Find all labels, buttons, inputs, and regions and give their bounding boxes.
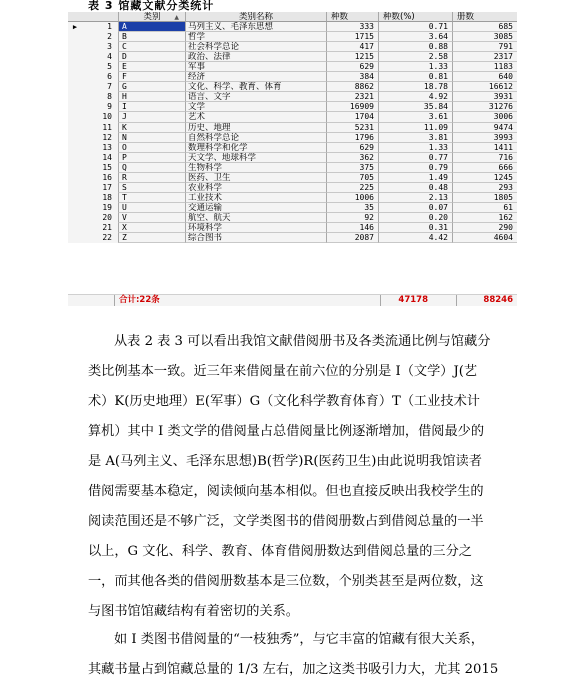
row-number-cell[interactable]: 8: [107, 92, 112, 102]
table-row[interactable]: [68, 203, 517, 213]
code-cell[interactable]: G: [118, 82, 186, 92]
code-cell[interactable]: O: [118, 143, 186, 153]
row-number-cell[interactable]: 21: [102, 222, 112, 232]
volumes-cell[interactable]: 2317: [453, 52, 517, 62]
row-indicator: [68, 153, 82, 163]
row-number-cell[interactable]: 6: [107, 72, 112, 82]
table-row[interactable]: [68, 143, 517, 153]
count-cell[interactable]: 146: [327, 223, 379, 233]
table-row[interactable]: [68, 233, 517, 243]
count-cell[interactable]: 2087: [327, 233, 379, 243]
row-number-cell[interactable]: 19: [102, 202, 112, 212]
volumes-cell[interactable]: 3993: [453, 133, 517, 143]
name-cell[interactable]: 医药、卫生: [186, 173, 327, 183]
name-cell[interactable]: 历史、地理: [186, 123, 327, 133]
row-indicator: [68, 123, 82, 133]
row-indicator: [68, 92, 82, 102]
code-cell[interactable]: Q: [118, 163, 186, 173]
name-cell[interactable]: 文化、科学、教育、体育: [186, 82, 327, 92]
name-cell[interactable]: 政治、法律: [186, 52, 327, 62]
name-cell[interactable]: 交通运输: [186, 203, 327, 213]
volumes-cell[interactable]: 293: [453, 183, 517, 193]
table-row[interactable]: [68, 42, 517, 52]
column-header-code[interactable]: [118, 12, 186, 22]
count-cell[interactable]: 1215: [327, 52, 379, 62]
percent-cell[interactable]: 2.13: [379, 193, 453, 203]
text-line: 一，而其他各类的借阅册数基本是三位数，个别类甚至是两位数，这: [88, 574, 484, 589]
name-cell[interactable]: 综合图书: [186, 233, 327, 243]
table-row[interactable]: [68, 173, 517, 183]
text-line: 如 I 类图书借阅量的“一枝独秀”，与它丰富的馆藏有很大关系，: [114, 632, 484, 647]
name-cell[interactable]: 环境科学: [186, 223, 327, 233]
row-number-cell[interactable]: 20: [102, 212, 112, 222]
row-number-cell[interactable]: 12: [102, 132, 112, 142]
header-indicator: [68, 12, 82, 22]
table-row[interactable]: [68, 223, 517, 233]
volumes-cell[interactable]: 31276: [453, 102, 517, 112]
percent-cell[interactable]: 0.81: [379, 72, 453, 82]
text-line: 术）K(历史地理）E(军事）G（文化科学教育体育）T（工业技术计: [88, 394, 480, 409]
header-row-number: [82, 12, 118, 22]
code-cell[interactable]: Z: [118, 233, 186, 243]
name-cell[interactable]: 工业技术: [186, 193, 327, 203]
table-caption: 表 3 馆藏文献分类统计: [88, 0, 215, 12]
row-number-cell[interactable]: 17: [102, 182, 112, 192]
table-row[interactable]: [68, 82, 517, 92]
name-cell[interactable]: 航空、航天: [186, 213, 327, 223]
code-cell[interactable]: I: [118, 102, 186, 112]
percent-cell[interactable]: 4.42: [379, 233, 453, 243]
percent-cell[interactable]: 3.61: [379, 112, 453, 122]
column-header-count[interactable]: 种数: [327, 12, 379, 22]
name-cell[interactable]: 生物科学: [186, 163, 327, 173]
row-indicator: [68, 223, 82, 233]
row-number-cell[interactable]: 4: [107, 52, 112, 62]
table-row[interactable]: [68, 153, 517, 163]
body-paragraph-1: [88, 327, 498, 627]
table-row[interactable]: [68, 213, 517, 223]
percent-cell[interactable]: 3.81: [379, 133, 453, 143]
percent-cell[interactable]: 0.71: [379, 22, 453, 32]
name-cell[interactable]: 军事: [186, 62, 327, 72]
count-cell[interactable]: 35: [327, 203, 379, 213]
percent-cell[interactable]: 0.77: [379, 153, 453, 163]
percent-cell[interactable]: 0.48: [379, 183, 453, 193]
text-line: 借阅需要基本稳定，阅读倾向基本相似。但也直接反映出我校学生的: [88, 484, 484, 499]
code-cell[interactable]: R: [118, 173, 186, 183]
column-header-code-label: 类别: [143, 12, 161, 22]
row-number-cell[interactable]: 14: [102, 152, 112, 162]
row-indicator: [68, 143, 82, 153]
table-row[interactable]: [68, 123, 517, 133]
percent-cell[interactable]: 1.49: [379, 173, 453, 183]
name-cell[interactable]: 数理科学和化学: [186, 143, 327, 153]
percent-cell[interactable]: 0.31: [379, 223, 453, 233]
table-row[interactable]: [68, 62, 517, 72]
volumes-cell[interactable]: 1805: [453, 193, 517, 203]
data-grid[interactable]: [68, 12, 517, 243]
code-cell[interactable]: K: [118, 123, 186, 133]
name-cell[interactable]: 哲学: [186, 32, 327, 42]
count-cell[interactable]: 417: [327, 42, 379, 52]
table-row[interactable]: [68, 92, 517, 102]
percent-cell[interactable]: 35.84: [379, 102, 453, 112]
volumes-cell[interactable]: 16612: [453, 82, 517, 92]
row-indicator: [68, 102, 82, 112]
row-indicator: [68, 213, 82, 223]
count-cell[interactable]: 2321: [327, 92, 379, 102]
text-line: 以上，G 文化、科学、教育、体育借阅册数达到借阅总量的三分之: [88, 544, 472, 559]
row-indicator: [68, 42, 82, 52]
table-row[interactable]: [68, 183, 517, 193]
count-cell[interactable]: 629: [327, 62, 379, 72]
row-number-cell[interactable]: 22: [102, 233, 112, 243]
percent-cell[interactable]: 0.07: [379, 203, 453, 213]
table-row[interactable]: [68, 22, 517, 32]
row-indicator: [68, 173, 82, 183]
row-number-cell[interactable]: 7: [107, 82, 112, 92]
row-indicator: [68, 52, 82, 62]
table-row[interactable]: [68, 193, 517, 203]
percent-cell[interactable]: 18.78: [379, 82, 453, 92]
volumes-cell[interactable]: 1183: [453, 62, 517, 72]
percent-cell[interactable]: 1.33: [379, 62, 453, 72]
volumes-cell[interactable]: 9474: [453, 123, 517, 133]
body-paragraph-2: [88, 625, 498, 685]
name-cell[interactable]: 社会科学总论: [186, 42, 327, 52]
row-indicator: [68, 233, 82, 243]
code-cell[interactable]: V: [118, 213, 186, 223]
row-number-cell[interactable]: 11: [102, 122, 112, 132]
volumes-cell[interactable]: 1245: [453, 173, 517, 183]
code-cell[interactable]: J: [118, 112, 186, 122]
code-cell[interactable]: A: [118, 22, 186, 32]
row-number-cell[interactable]: 2: [107, 32, 112, 42]
volumes-cell[interactable]: 162: [453, 213, 517, 223]
code-cell[interactable]: B: [118, 32, 186, 42]
table-row[interactable]: [68, 52, 517, 62]
row-indicator: [68, 82, 82, 92]
percent-cell[interactable]: 1.33: [379, 143, 453, 153]
code-cell[interactable]: F: [118, 72, 186, 82]
text-line: 阅读范围还是不够广泛，文学类图书的借阅册数占到借阅总量的一半: [88, 514, 484, 529]
column-header-volumes[interactable]: 册数: [453, 12, 517, 22]
code-cell[interactable]: H: [118, 92, 186, 102]
count-cell[interactable]: 384: [327, 72, 379, 82]
row-indicator: [68, 163, 82, 173]
table-row[interactable]: [68, 72, 517, 82]
volumes-cell[interactable]: 3085: [453, 32, 517, 42]
table-row[interactable]: [68, 112, 517, 122]
name-cell[interactable]: 经济: [186, 72, 327, 82]
count-cell[interactable]: 629: [327, 143, 379, 153]
name-cell[interactable]: 文学: [186, 102, 327, 112]
count-cell[interactable]: 1006: [327, 193, 379, 203]
volumes-cell[interactable]: 640: [453, 72, 517, 82]
count-cell[interactable]: 5231: [327, 123, 379, 133]
volumes-cell[interactable]: 716: [453, 153, 517, 163]
current-row-arrow-icon: ▶: [72, 23, 78, 32]
volumes-cell[interactable]: 4604: [453, 233, 517, 243]
percent-cell[interactable]: 2.58: [379, 52, 453, 62]
totals-label: 合计:22条: [114, 295, 160, 306]
percent-cell[interactable]: 0.88: [379, 42, 453, 52]
row-number-cell[interactable]: 18: [102, 192, 112, 202]
row-indicator: [68, 193, 82, 203]
volumes-cell[interactable]: 685: [453, 22, 517, 32]
row-number-cell[interactable]: 9: [107, 102, 112, 112]
code-cell[interactable]: D: [118, 52, 186, 62]
count-cell[interactable]: 375: [327, 163, 379, 173]
code-cell[interactable]: T: [118, 193, 186, 203]
text-line: 是 A(马列主义、毛泽东思想)B(哲学)R(医药卫生)由此说明我馆读者: [88, 454, 482, 469]
volumes-cell[interactable]: 666: [453, 163, 517, 173]
row-number-cell[interactable]: 3: [107, 42, 112, 52]
name-cell[interactable]: 天文学、地球科学: [186, 153, 327, 163]
row-indicator: [68, 32, 82, 42]
table-row[interactable]: [68, 133, 517, 143]
name-cell[interactable]: 农业科学: [186, 183, 327, 193]
percent-cell[interactable]: 0.20: [379, 213, 453, 223]
volumes-cell[interactable]: 791: [453, 42, 517, 52]
row-indicator: [68, 112, 82, 122]
name-cell[interactable]: 马列主义、毛泽东思想: [186, 22, 327, 32]
count-cell[interactable]: 8862: [327, 82, 379, 92]
code-cell[interactable]: E: [118, 62, 186, 72]
grid-header-row: [68, 12, 517, 22]
count-cell[interactable]: 92: [327, 213, 379, 223]
row-indicator: [68, 183, 82, 193]
text-line: 与图书馆馆藏结构有着密切的关系。: [88, 604, 299, 619]
text-line: 算机）其中 I 类文学的借阅量占总借阅量比例逐渐增加，借阅最少的: [88, 424, 485, 439]
row-number-cell[interactable]: 10: [102, 112, 112, 122]
row-indicator: [68, 62, 82, 72]
sort-ascending-icon[interactable]: ▲: [174, 14, 179, 21]
count-cell[interactable]: 225: [327, 183, 379, 193]
row-number-cell[interactable]: 5: [107, 62, 112, 72]
totals-row: [68, 294, 517, 306]
code-cell[interactable]: C: [118, 42, 186, 52]
row-indicator: [68, 133, 82, 143]
volumes-cell[interactable]: 3006: [453, 112, 517, 122]
code-cell[interactable]: X: [118, 223, 186, 233]
name-cell[interactable]: 艺术: [186, 112, 327, 122]
text-line: 从表 2 表 3 可以看出我馆文献借阅册书及各类流通比例与馆藏分: [114, 334, 491, 349]
table-row[interactable]: [68, 32, 517, 42]
grid-body: [68, 22, 517, 243]
percent-cell[interactable]: 0.79: [379, 163, 453, 173]
percent-cell[interactable]: 11.09: [379, 123, 453, 133]
count-cell[interactable]: 1704: [327, 112, 379, 122]
column-header-name[interactable]: 类别名称: [186, 12, 327, 22]
code-cell[interactable]: P: [118, 153, 186, 163]
volumes-cell[interactable]: 3931: [453, 92, 517, 102]
volumes-cell[interactable]: 61: [453, 203, 517, 213]
name-cell[interactable]: 语言、文字: [186, 92, 327, 102]
name-cell[interactable]: 自然科学总论: [186, 133, 327, 143]
table-row[interactable]: [68, 102, 517, 112]
totals-volumes: 88246: [456, 295, 517, 306]
count-cell[interactable]: 362: [327, 153, 379, 163]
column-header-percent[interactable]: 种数(%): [379, 12, 453, 22]
percent-cell[interactable]: 3.64: [379, 32, 453, 42]
row-indicator: [68, 203, 82, 213]
count-cell[interactable]: 333: [327, 22, 379, 32]
text-line: 类比例基本一致。近三年来借阅量在前六位的分别是 I（文学）J(艺: [88, 364, 478, 379]
row-number-cell[interactable]: 15: [102, 162, 112, 172]
code-cell[interactable]: N: [118, 133, 186, 143]
volumes-cell[interactable]: 290: [453, 223, 517, 233]
volumes-cell[interactable]: 1411: [453, 143, 517, 153]
count-cell[interactable]: 1796: [327, 133, 379, 143]
row-number-cell[interactable]: 1: [107, 22, 112, 32]
code-cell[interactable]: U: [118, 203, 186, 213]
table-row[interactable]: [68, 163, 517, 173]
row-number-cell[interactable]: 16: [102, 172, 112, 182]
row-number-cell[interactable]: 13: [102, 142, 112, 152]
percent-cell[interactable]: 4.92: [379, 92, 453, 102]
count-cell[interactable]: 1715: [327, 32, 379, 42]
row-indicator: [68, 72, 82, 82]
count-cell[interactable]: 705: [327, 173, 379, 183]
code-cell[interactable]: S: [118, 183, 186, 193]
totals-count: 47178: [380, 295, 432, 306]
count-cell[interactable]: 16909: [327, 102, 379, 112]
text-line: 其藏书量占到馆藏总量的 1/3 左右，加之这类书吸引力大，尤其 2015: [88, 662, 499, 677]
